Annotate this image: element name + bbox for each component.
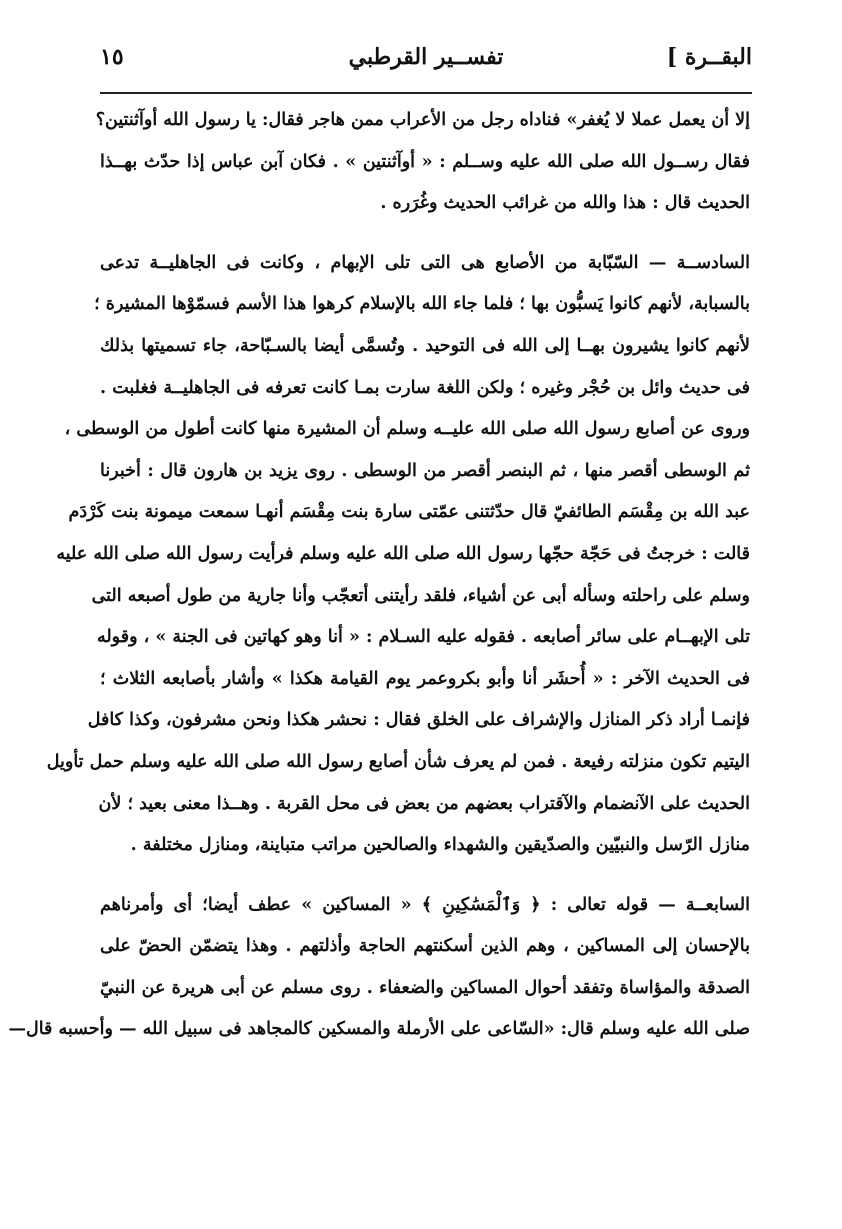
text-line: وسلم على راحلته وسأله أبى عن أشياء، فلقد رأيتنى أتعجّب وأنا جارية من طول أصبعه التى [91, 585, 750, 606]
body-text [8, 100, 750, 1051]
text-line: بالإحسان إلى المساكين ، وهم الذين أسكنتهم الحاجة وأذلتهم . وهذا يتضمّن الحضّ على [100, 936, 750, 957]
text-line: الحديث على الآنضمام والآقتراب بعضهم من بعض فى محل القربة . وهــذا معنى بعيد ؛ لأن [98, 793, 750, 814]
text-line: فى الحديث الآخر : « أُحشَر أنا وأبو بكروعمر يوم القيامة هكذا » وأشار بأصابعه الثلاث ؛ [100, 668, 750, 689]
text-line: منازل الرّسل والنبيّين والصدّيقين والشهداء والصالحين مراتب متباينة، ومنازل مختلفة . [130, 835, 750, 856]
paragraph-gap [100, 867, 750, 885]
text-line: عبد الله بن مِقْسَم الطائفيّ قال حدّثتنى عمّتى سارة بنت مِقْسَم أنهـا سمعت ميمونة بنت كَرْدَم [68, 502, 750, 523]
book-title: تفســير القرطبي [348, 44, 504, 70]
page-number: ١٥ [100, 44, 124, 70]
text-line: السابعــة — قوله تعالى : ﴿ وَٱلْمَسَٰكِينِ ﴾ « المساكين » عطف أيضا؛ أى وأمرناهم [100, 894, 750, 915]
running-header [100, 38, 752, 90]
text-line: إلا أن يعمل عملا لا يُغفر» فناداه رجل من الأعراب ممن هاجر فقال: يا رسول الله أوآثنتين؟ [95, 110, 750, 130]
text-line: اليتيم تكون منزلته رفيعة . فمن لم يعرف شأن أصابع رسول الله صلى الله عليه وسلم حمل تأويل [46, 751, 750, 772]
text-line: الحديث قال : هذا والله من غرائب الحديث وغُرَره . [380, 193, 750, 214]
text-line: فى حديث وائل بن حُجْر وغيره ؛ ولكن اللغة سارت بمـا كانت تعرفه فى الجاهليــة فغلبت . [100, 377, 750, 398]
text-line: فقال رســول الله صلى الله عليه وســلم : « أوآثنتين » . فكان آبن عباس إذا حدّث بهــذا [100, 151, 750, 172]
paragraph-gap [100, 225, 750, 243]
text-line: الصدقة والمؤاساة وتفقد أحوال المساكين والضعفاء . روى مسلم عن أبى هريرة عن النبيّ [100, 977, 750, 998]
text-line: بالسبابة، لأنهم كانوا يَسبُّون بها ؛ فلما جاء الله بالإسلام كرهوا هذا الأسم فسمّوْها المشيرة ؛ [94, 294, 750, 315]
paragraph [8, 885, 750, 1051]
text-line: تلى الإبهــام على سائر أصابعه . فقوله عليه السـلام : « أنا وهو كهاتين فى الجنة » ، وقوله [96, 627, 750, 648]
text-line: لأنهم كانوا يشيرون بهــا إلى الله فى التوحيد . وتُسمَّى أيضا بالسـبّاحة، جاء تسميتها بذلك [100, 335, 750, 356]
text-line: ثم الوسطى أقصر منها ، ثم البنصر أقصر من الوسطى . روى يزيد بن هارون قال : أخبرنا [100, 460, 750, 481]
surah-name: البقــرة ] [666, 44, 752, 70]
text-line: وروى عن أصابع رسول الله صلى الله عليــه وسلم أن المشيرة منها كانت أطول من الوسطى ، [64, 419, 750, 440]
paragraph [95, 100, 750, 225]
text-line: صلى الله عليه وسلم قال: «السّاعى على الأرملة والمسكين كالمجاهد فى سبيل الله — وأحسبه قال— [8, 1019, 750, 1040]
header-rule [100, 92, 752, 94]
paragraph [46, 243, 750, 867]
text-line: فإنمـا أراد ذكر المنازل والإشراف على الخلق فقال : نحشر هكذا ونحن مشرفون، وكذا كافل [87, 710, 750, 731]
text-line: السادســة — السّبّابة من الأصابع هى التى تلى الإبهام ، وكانت فى الجاهليــة تدعى [100, 252, 750, 273]
text-line: قالت : خرجتُ فى حَجّة حجّها رسول الله صلى الله عليه وسلم فرأيت رسول الله صلى الله عليه [56, 543, 750, 564]
